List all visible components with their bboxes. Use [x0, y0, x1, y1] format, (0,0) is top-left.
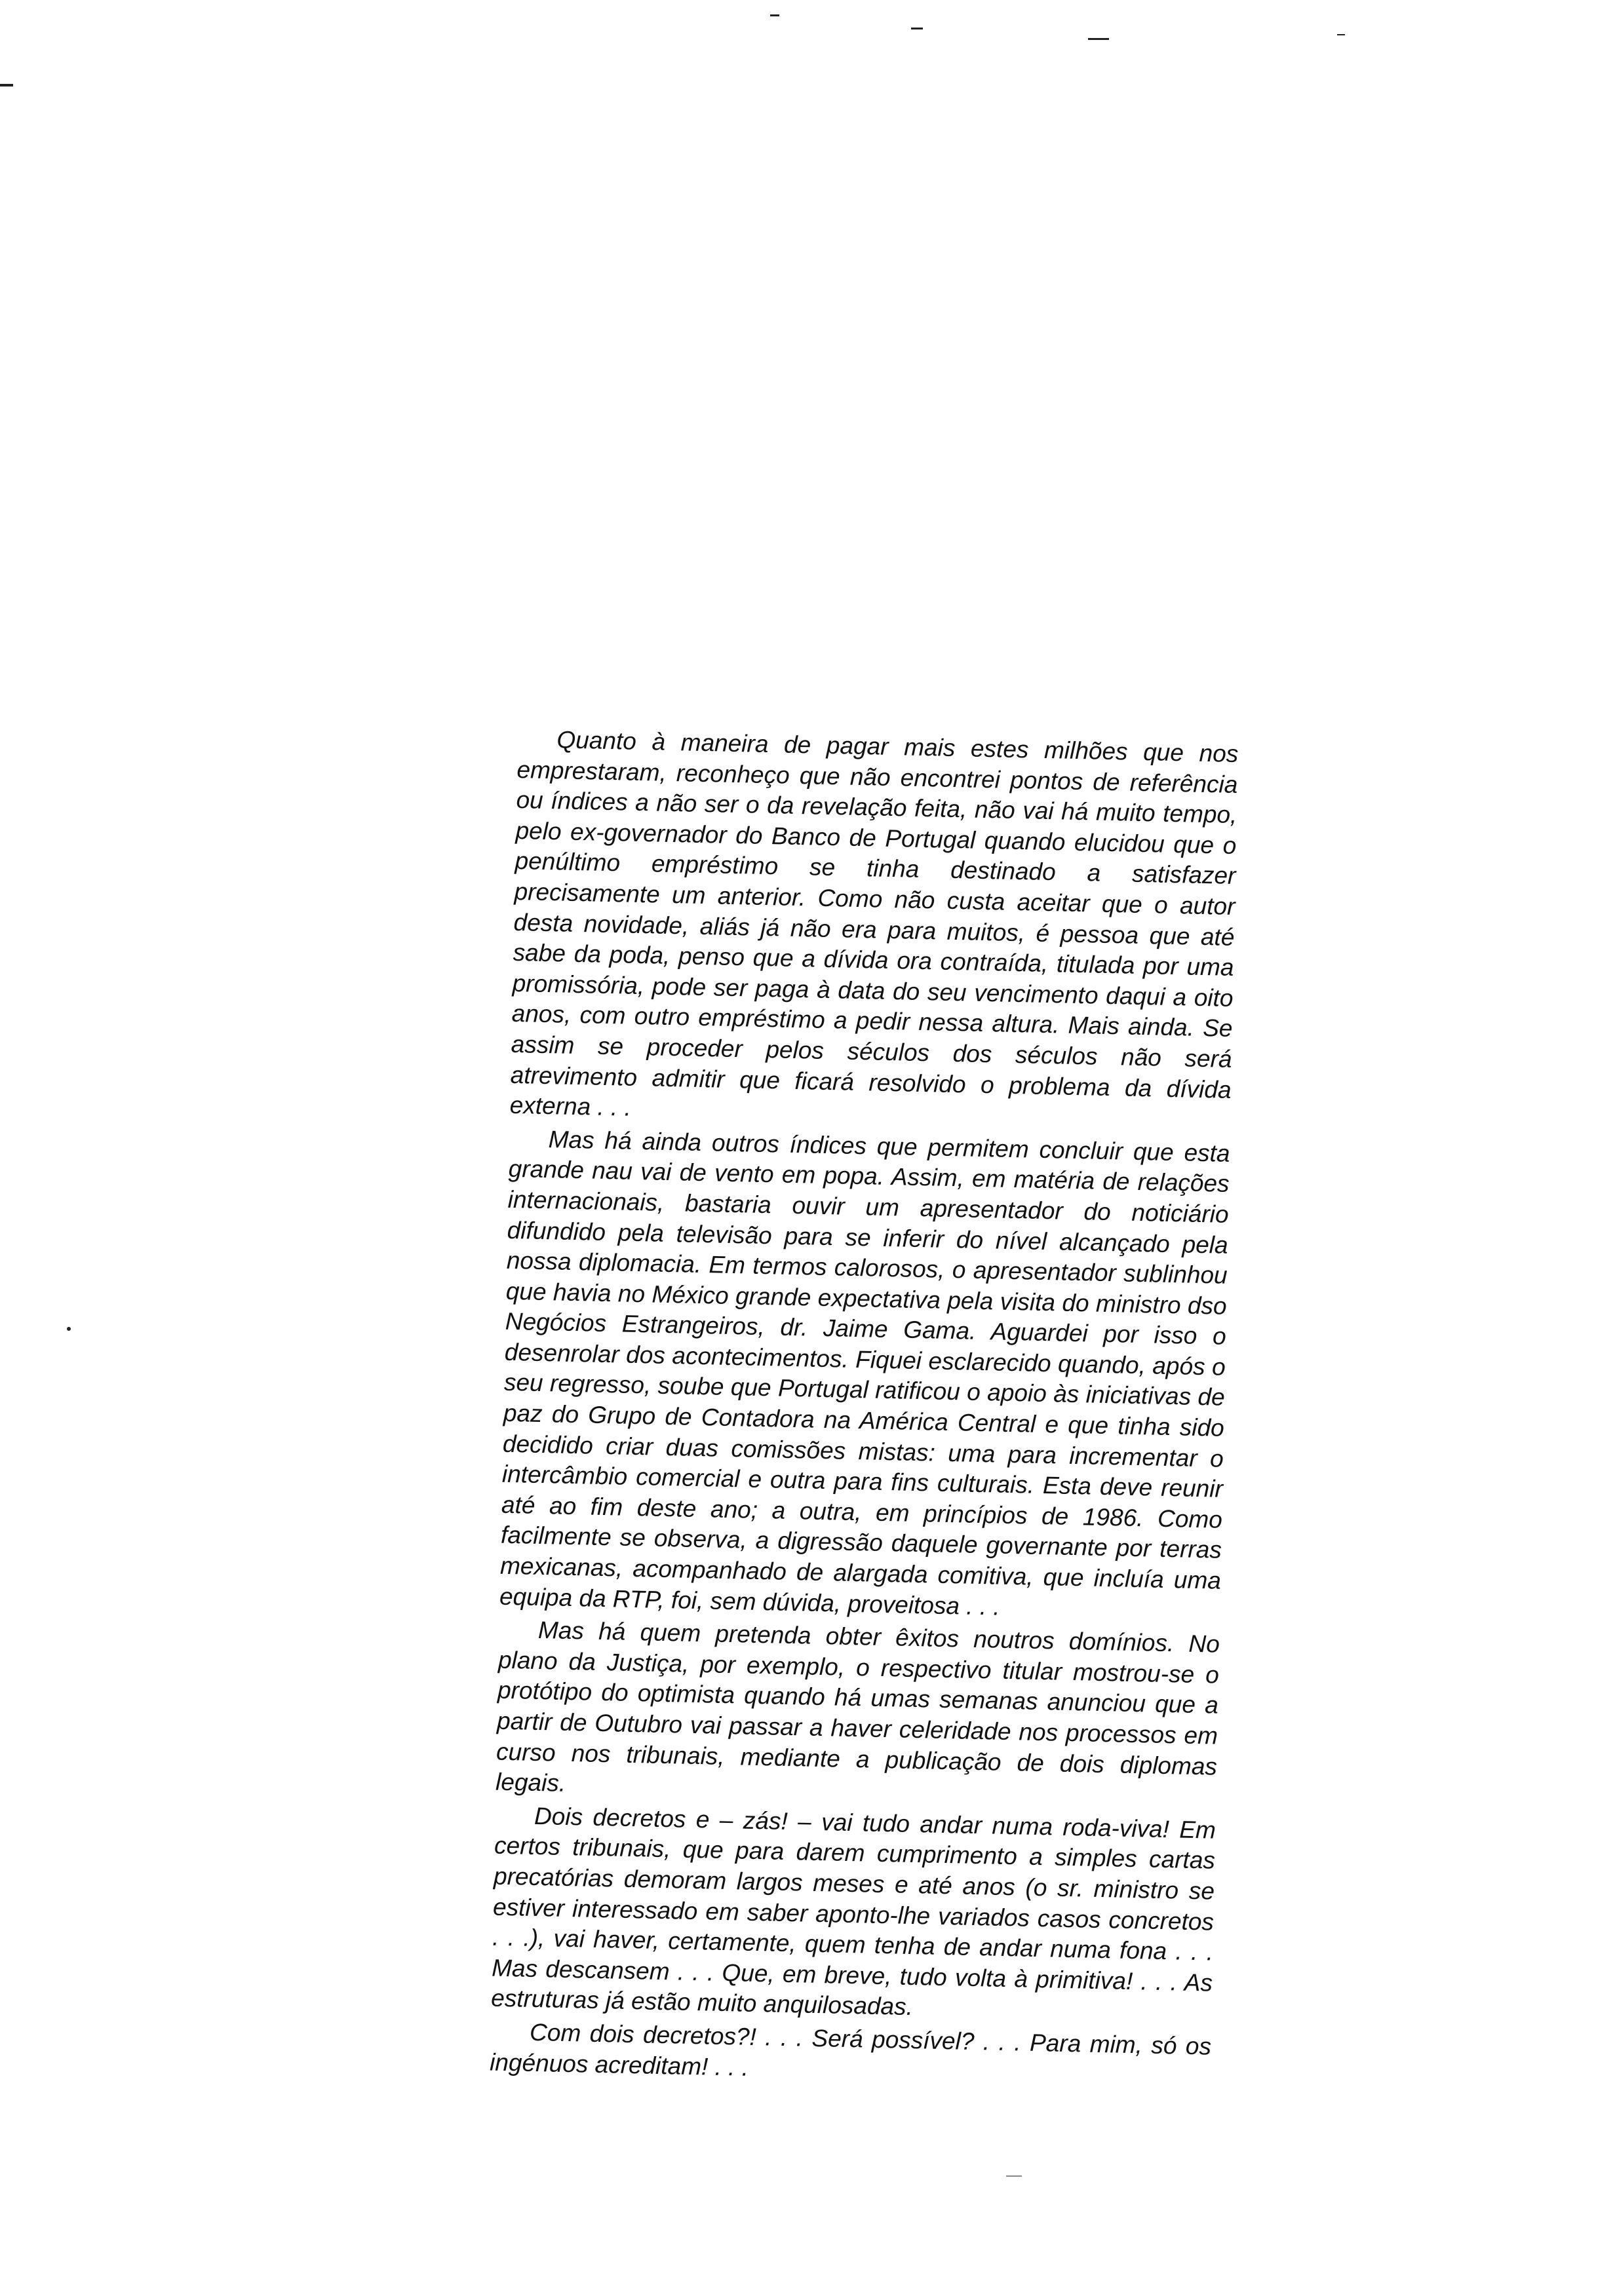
paragraph: Mas há ainda outros índices que permitem concluir que esta grande nau vai de vento em popa. Assim, em matéria de relações internacionais, bastaria ouvir um apresentador do noticiário difundido pela televisão para se inferir do nível alcançado pela nossa diplomacia. Em termos calorosos, o apresentador sublinhou que havia no México grande expectativa pela visita do ministro dso Negócios Estrangeiros, dr. Jaime Gama. Aguardei por isso o desenrolar dos acontecimentos. Fiquei esclarecido quando, após o seu regresso, soube que Portugal ratificou o apoio às iniciativas de paz do Grupo de Contadora na América Central e que tinha sido decidido criar duas comissões mistas: uma para incrementar o intercâmbio comercial e outra para fins culturais. Esta deve reunir até ao fim deste ano; a outra, em princípios de 1986. Como facilmente se observa, a digressão daquele governante por terras mexicanas, acompanhado de alargada comitiva, que incluía uma equipa da RTP, foi, sem dúvida, proveitosa . . . — [499, 1125, 1230, 1620]
scan-speck — [770, 14, 779, 16]
scan-speck — [911, 28, 923, 29]
scan-speck — [67, 1327, 71, 1331]
scan-speck — [1088, 38, 1109, 40]
scan-speck — [1337, 34, 1345, 35]
paragraph: Mas há quem pretenda obter êxitos noutros domínios. No plano da Justiça, por exemplo, o respectivo titular mostrou-se o protótipo do optimista quando há umas semanas anunciou que a partir de Outubro vai passar a haver celeridade nos processos em curso nos tribunais, mediante a publicação de dois diplomas legais. — [495, 1617, 1220, 1797]
article-text — [490, 724, 1239, 2095]
scan-speck — [0, 84, 13, 86]
paragraph: Quanto à maneira de pagar mais estes milhões que nos emprestaram, reconheço que não encontrei pontos de referência ou índices a não ser o da revelação feita, não vai há muito tempo, pelo ex-governador do Banco de Portugal quando elucidou que o penúltimo empréstimo se tinha destinado a satisfazer precisamente um anterior. Como não custa aceitar que o autor desta novidade, aliás já não era para muitos, é pessoa que até sabe da poda, penso que a dívida ora contraída, titulada por uma promissória, pode ser paga à data do seu vencimento daqui a oito anos, com outro empréstimo a pedir nessa altura. Mais ainda. Se assim se proceder pelos séculos dos séculos não será atrevimento admitir que ficará resolvido o problema da dívida externa . . . — [509, 726, 1239, 1121]
paragraph: Dois decretos e – zás! – vai tudo andar numa roda-viva! Em certos tribunais, que para darem cumprimento a simples cartas precatórias demoram largos meses e até anos (o sr. ministro se estiver interessado em saber aponto-lhe variados casos concretos . . .), vai haver, certamente, quem tenha de andar numa fona . . . Mas descansem . . . Que, em breve, tudo volta à primitiva! . . . As estruturas já estão muito anquilosadas. — [490, 1802, 1216, 2021]
scan-speck — [1006, 2175, 1022, 2177]
paragraph: Com dois decretos?! . . . Será possível? . . . Para mim, só os ingénuos acreditam! . . . — [489, 2018, 1212, 2081]
